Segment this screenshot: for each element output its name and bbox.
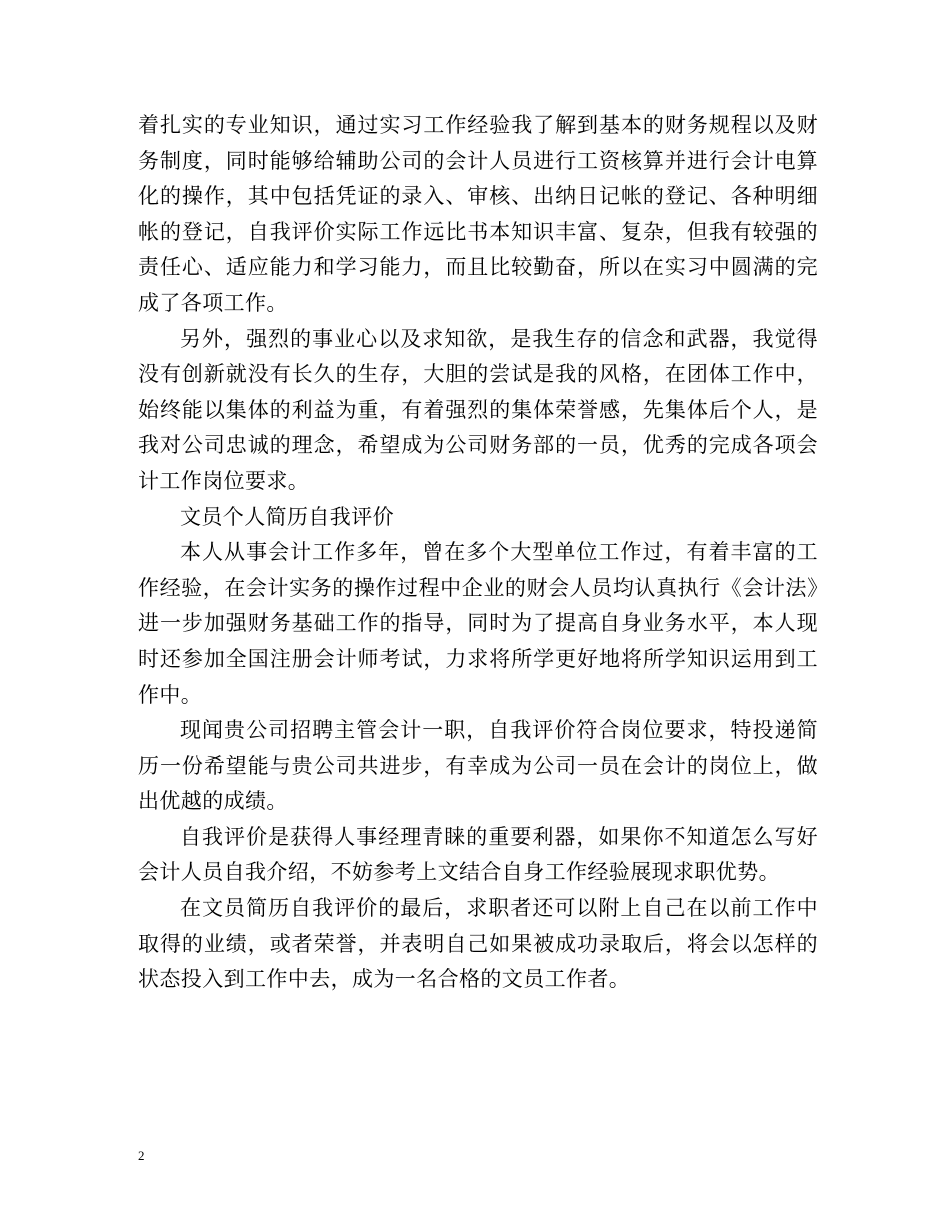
page-number: 2 [138, 1148, 145, 1163]
paragraph-3: 本人从事会计工作多年，曾在多个大型单位工作过，有着丰富的工作经验，在会计实务的操作过程中企业的财会人员均认真执行《会计法》进一步加强财务基础工作的指导，同时为了提高自身业务水平，本人现时还参加全国注册会计师考试，力求将所学更好地将所学知识运用到工作中。 [138, 540, 818, 707]
paragraph-6: 在文员简历自我评价的最后，求职者还可以附上自己在以前工作中取得的业绩，或者荣誉，并表明自己如果被成功录取后，将会以怎样的状态投入到工作中去，成为一名合格的文员工作者。 [138, 896, 818, 992]
section-heading: 文员个人简历自我评价 [180, 504, 394, 529]
paragraph-2: 另外，强烈的事业心以及求知欲，是我生存的信念和武器，我觉得没有创新就没有长久的生存，大胆的尝试是我的风格，在团体工作中，始终能以集体的利益为重，有着强烈的集体荣誉感，先集体后个人，是我对公司忠诚的理念，希望成为公司财务部的一员，优秀的完成各项会计工作岗位要求。 [138, 326, 818, 493]
paragraph-1: 着扎实的专业知识，通过实习工作经验我了解到基本的财务规程以及财务制度，同时能够给辅助公司的会计人员进行工资核算并进行会计电算化的操作，其中包括凭证的录入、审核、出纳日记帐的登记、各种明细帐的登记，自我评价实际工作远比书本知识丰富、复杂，但我有较强的责任心、适应能力和学习能力，而且比较勤奋，所以在实习中圆满的完成了各项工作。 [138, 113, 818, 315]
paragraph-5: 自我评价是获得人事经理青睐的重要利器，如果你不知道怎么写好会计人员自我介绍，不妨参考上文结合自身工作经验展现求职优势。 [138, 824, 818, 885]
paragraph-4: 现闻贵公司招聘主管会计一职，自我评价符合岗位要求，特投递简历一份希望能与贵公司共进步，有幸成为公司一员在会计的岗位上，做出优越的成绩。 [138, 718, 818, 814]
document-body [138, 108, 818, 998]
